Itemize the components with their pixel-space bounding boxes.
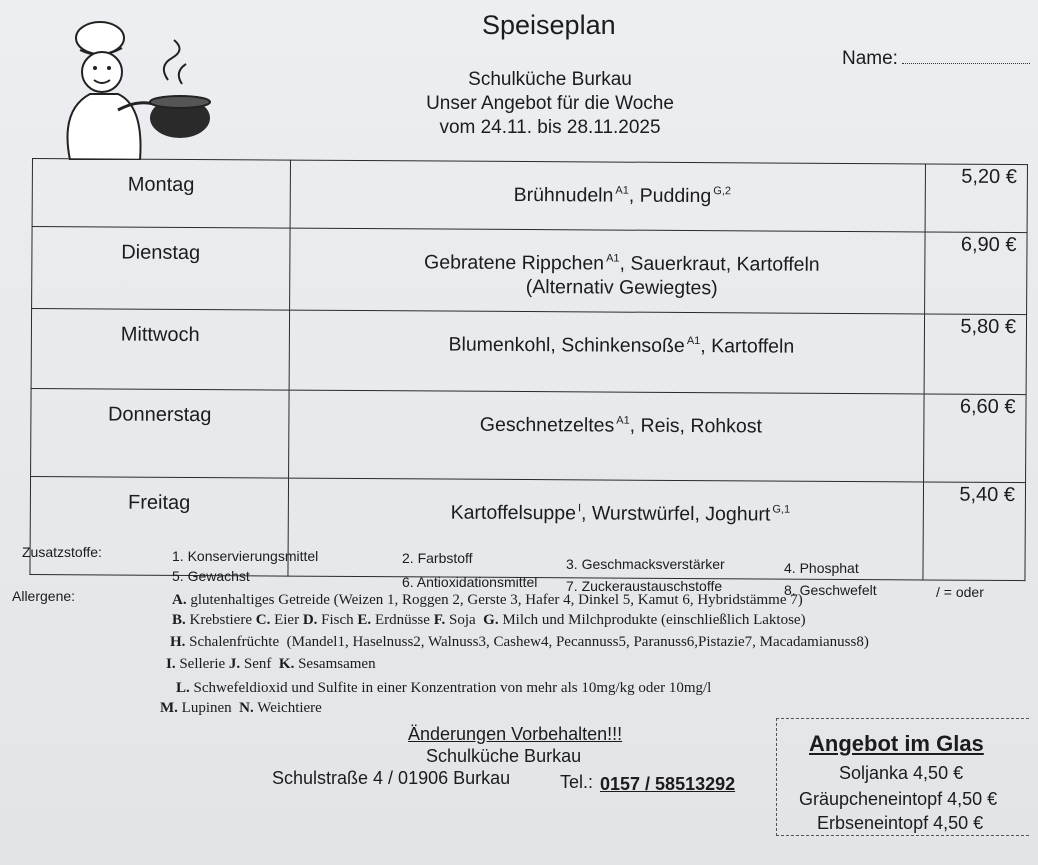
table-row	[30, 476, 1026, 580]
price-cell: 6,90 €	[925, 232, 1027, 315]
table-row	[31, 309, 1026, 395]
price-cell: 5,20 €	[926, 164, 1028, 233]
dish-text: Geschnetzeltes	[479, 413, 615, 437]
allergen-code: I	[578, 502, 582, 515]
table-row	[31, 388, 1027, 482]
day-cell: Freitag	[30, 476, 288, 576]
allergen-line-i-k: I. Sellerie J. Senf K. Sesamsamen	[166, 656, 376, 672]
chef-illustration-icon	[40, 10, 220, 160]
allergen-line-a: A. glutenhaltiges Getreide (Weizen 1, Roggen 2, Gerste 3, Hafer 4, Dinkel 5, Kamut 6, Hybridstämme 7)	[172, 592, 803, 608]
zusatzstoffe-label: Zusatzstoffe:	[22, 544, 102, 560]
dish-alternative: (Alternativ Gewiegtes)	[525, 276, 718, 300]
dish-text: Brühnudeln	[513, 183, 614, 207]
dish-text: , Wurstwürfel, Joghurt	[581, 502, 771, 526]
page-title: Speiseplan	[482, 10, 616, 40]
zusatzstoff-item: 8. Geschwefelt	[784, 582, 877, 598]
dish-text: Gebratene Rippchen	[424, 251, 605, 275]
zusatzstoff-item: 1. Konservierungsmittel	[172, 548, 319, 564]
allergen-line-l: L. Schwefeldioxid und Sulfite in einer Konzentration von mehr als 10mg/kg oder 10mg/l	[176, 680, 712, 696]
allergen-code: A1	[615, 184, 629, 197]
zusatzstoff-item: 6. Antioxidationsmittel	[402, 574, 538, 590]
footer-tel-label: Tel.:	[560, 772, 594, 792]
day-cell: Donnerstag	[31, 388, 289, 478]
allergen-code: A1	[616, 414, 630, 427]
zusatzstoff-item: 7. Zuckeraustauschstoffe	[566, 578, 723, 594]
price-cell: 5,40 €	[923, 482, 1025, 581]
day-cell: Dienstag	[32, 227, 290, 311]
allergen-line-b-g: B. Krebstiere C. Eier D. Fisch E. Erdnüsse F. Soja G. Milch und Milchprodukte (einschließlich Laktose)	[172, 612, 806, 628]
dish-text: , Kartoffeln	[700, 335, 795, 358]
price-cell: 5,80 €	[925, 314, 1027, 395]
dish-text: Kartoffelsuppe	[450, 501, 577, 525]
allergen-line-h: H. Schalenfrüchte (Mandel1, Haselnuss2, Walnuss3, Cashew4, Pecannuss5, Paranuss6,Pistazie7, Macadamianuss8)	[170, 634, 869, 650]
glas-item: Soljanka 4,50 €	[839, 763, 964, 783]
zusatzstoff-item: 5. Gewachst	[172, 568, 250, 584]
dish-text: , Reis, Rohkost	[629, 414, 763, 438]
zusatzstoff-item: 2. Farbstoff	[402, 550, 473, 566]
dish-text: , Sauerkraut, Kartoffeln	[619, 252, 820, 276]
dish-cell	[289, 228, 925, 314]
oder-note: / = oder	[936, 584, 984, 600]
footer-address: Schulstraße 4 / 01906 Burkau	[272, 768, 511, 788]
week-offer-line: Unser Angebot für die Woche	[426, 93, 674, 114]
footer-kitchen: Schulküche Burkau	[426, 746, 582, 766]
dish-cell	[290, 160, 926, 232]
glas-title: Angebot im Glas	[809, 731, 984, 756]
table-row	[32, 227, 1027, 315]
date-range: vom 24.11. bis 28.11.2025	[439, 117, 661, 138]
menu-table	[29, 158, 1028, 581]
day-cell: Mittwoch	[31, 309, 289, 391]
allergene-label: Allergene:	[12, 588, 76, 604]
name-label: Name:	[842, 48, 898, 69]
dish-cell	[288, 390, 924, 482]
allergen-code: A1	[686, 335, 701, 348]
dish-text: Blumenkohl, Schinkensoße	[448, 333, 685, 357]
price-cell: 6,60 €	[924, 394, 1026, 483]
changes-notice: Änderungen Vorbehalten!!!	[408, 724, 623, 744]
glas-item: Erbseneintopf 4,50 €	[817, 813, 984, 833]
day-cell: Montag	[32, 159, 290, 229]
allergen-code: G,1	[772, 503, 791, 516]
table-row	[32, 159, 1027, 233]
allergen-line-m-n: M. Lupinen N. Weichtiere	[160, 700, 322, 716]
allergen-code: A1	[606, 252, 620, 265]
name-field[interactable]	[842, 48, 1030, 70]
zusatzstoff-item: 3. Geschmacksverstärker	[566, 556, 725, 572]
header-block	[380, 68, 720, 140]
name-blank[interactable]	[902, 49, 1030, 64]
glas-offer-box	[776, 718, 1029, 836]
footer-phone-link[interactable]: 0157 / 58513292	[600, 774, 736, 794]
kitchen-name: Schulküche Burkau	[468, 69, 632, 90]
glas-item: Gräupcheneintopf 4,50 €	[799, 789, 998, 809]
dish-cell	[289, 310, 925, 394]
zusatzstoff-item: 4. Phosphat	[784, 560, 859, 576]
dish-text: , Pudding	[628, 184, 712, 208]
allergen-code: G,2	[713, 185, 732, 198]
